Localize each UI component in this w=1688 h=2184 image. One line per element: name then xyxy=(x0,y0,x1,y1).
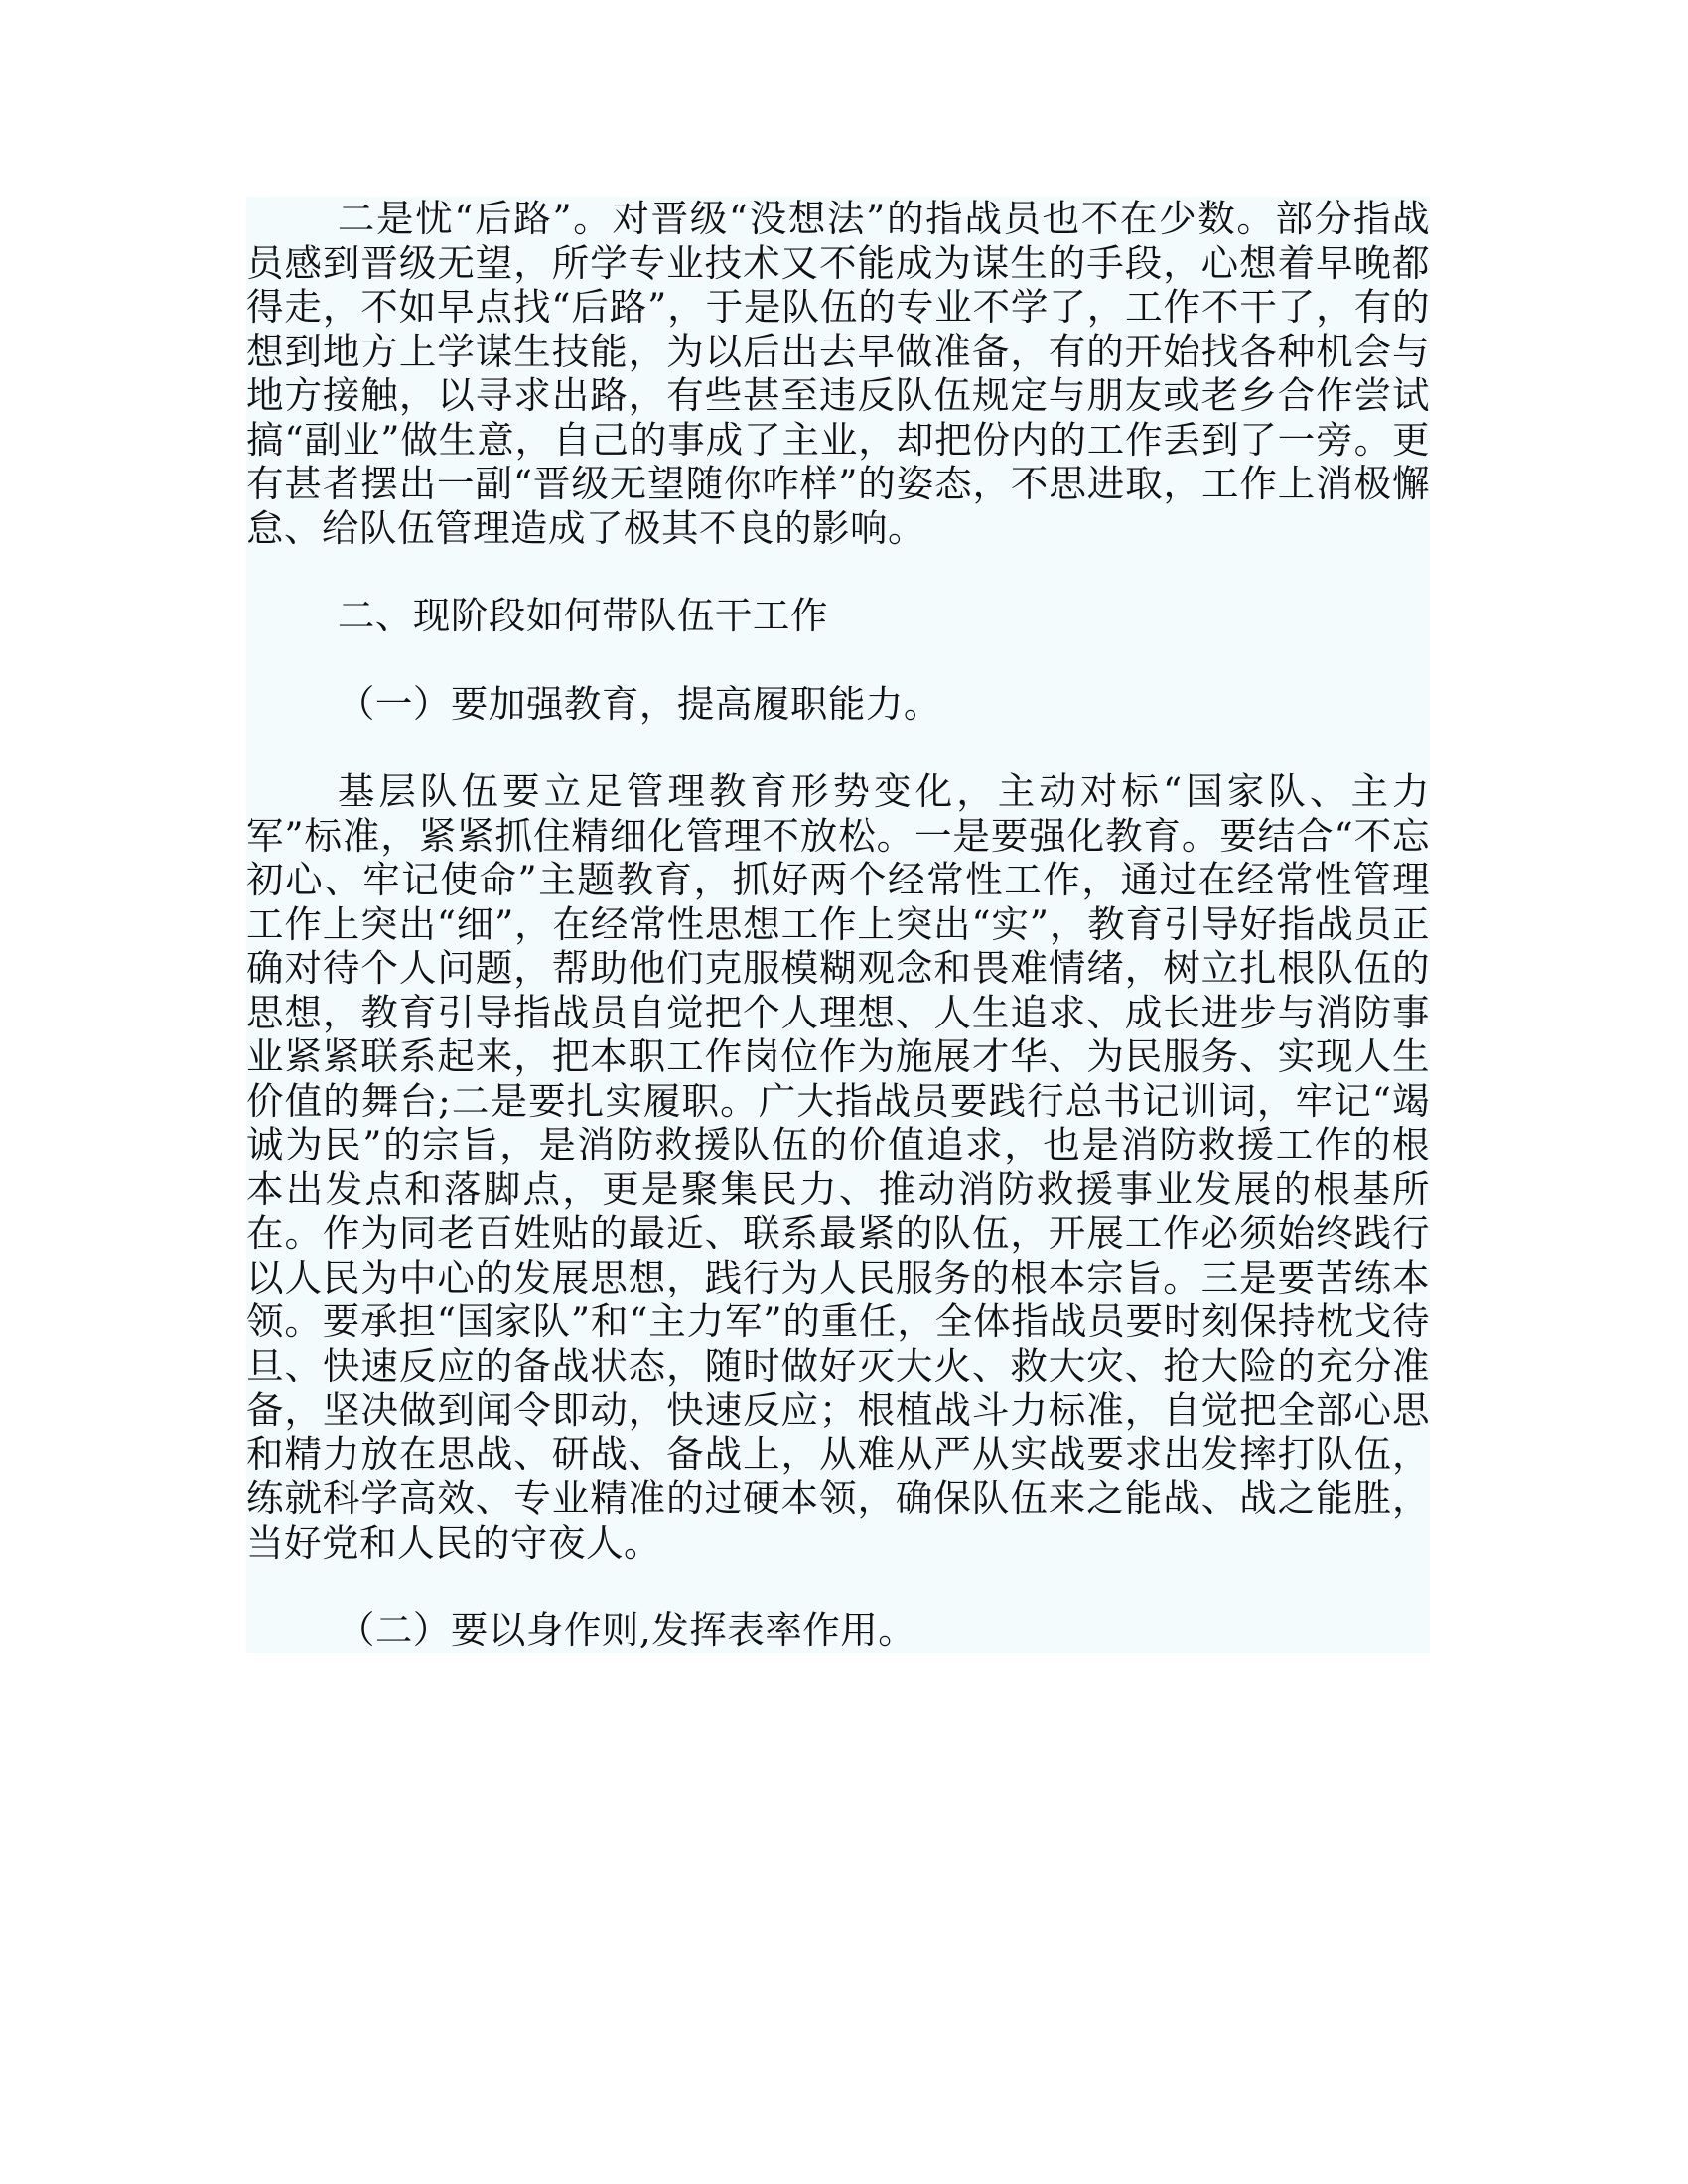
section-heading: 二、现阶段如何带队伍干工作 xyxy=(337,594,828,637)
subsection-heading-one: （一）要加强教育，提高履职能力。 xyxy=(337,681,941,726)
subsection-heading-two: （二）要以身作则,发挥表率作用。 xyxy=(337,1608,916,1652)
document-text-block xyxy=(246,197,1430,1653)
paragraph-education: 基层队伍要立足管理教育形势变化，主动对标“国家队、主力军”标准，紧紧抓住精细化管理不放松。一是要强化教育。要结合“不忘初心、牢记使命”主题教育，抓好两个经常性工作，通过在经常性管理工作上突出“细”，在经常性思想工作上突出“实”，教育引导好指战员正确对待个人问题，帮助他们克服模糊观念和畏难情绪，树立扎根队伍的思想，教育引导指战员自觉把个人理想、人生追求、成长进步与消防事业紧紧联系起来，把本职工作岗位作为施展才华、为民服务、实现人生价值的舞台;二是要扎实履职。广大指战员要践行总书记训词，牢记“竭诚为民”的宗旨，是消防救援队伍的价值追求，也是消防救援工作的根本出发点和落脚点，更是聚集民力、推动消防救援事业发展的根基所在。作为同老百姓贴的最近、联系最紧的队伍，开展工作必须始终践行以人民为中心的发展思想，践行为人民服务的根本宗旨。三是要苦练本领。要承担“国家队”和“主力军”的重任，全体指战员要时刻保持枕戈待旦、快速反应的备战状态，随时做好灭大火、救大灾、抢大险的充分准备，坚决做到闻令即动，快速反应；根植战斗力标准，自觉把全部心思和精力放在思战、研战、备战上，从难从严从实战要求出发摔打队伍，练就科学高效、专业精准的过硬本领，确保队伍来之能战、战之能胜，当好党和人民的守夜人。 xyxy=(246,769,1430,1565)
paragraph-worry-way-out: 二是忧“后路”。对晋级“没想法”的指战员也不在少数。部分指战员感到晋级无望，所学专业技术又不能成为谋生的手段，心想着早晚都得走，不如早点找“后路”，于是队伍的专业不学了，工作不干了，有的想到地方上学谋生技能，为以后出去早做准备，有的开始找各种机会与地方接触，以寻求出路，有些甚至违反队伍规定与朋友或老乡合作尝试搞“副业”做生意，自己的事成了主业，却把份内的工作丢到了一旁。更有甚者摆出一副“晋级无望随你咋样”的姿态，不思进取，工作上消极懈怠、给队伍管理造成了极其不良的影响。 xyxy=(246,197,1430,550)
